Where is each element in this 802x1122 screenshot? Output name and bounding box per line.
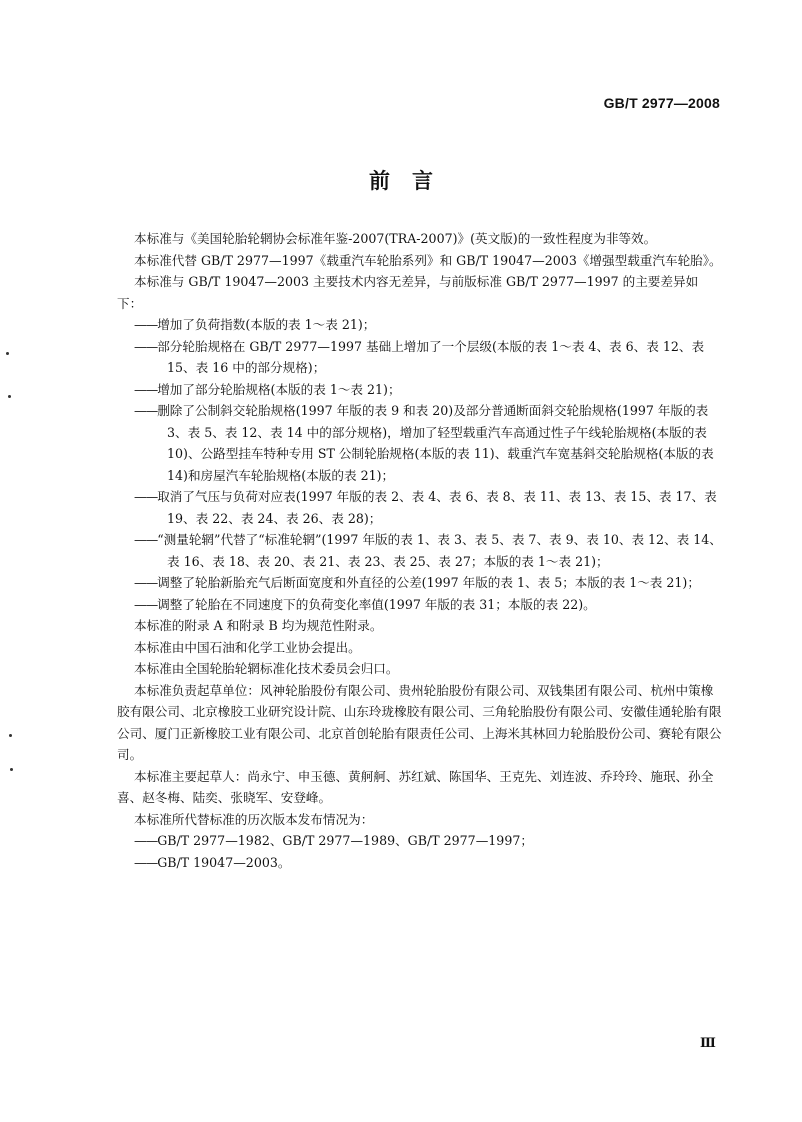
change-item: ——调整了轮胎在不同速度下的负荷变化率值(1997 年版的表 31；本版的表 22)。 — [134, 596, 596, 612]
change-item-text: 删除了公制斜交轮胎规格(1997 年版的表 9 和表 20)及部分普通断面斜交轮胎规格(1997 年版的表 3、表 5、表 12、表 14 中的部分规格)，增加了轻型载重汽车高通过性子午线轮胎规格(本版的表 10)、公路型挂车特种专用 ST 公制轮胎规格(本版的表 11)、载重汽车宽基斜交轮胎规格(本版的表 14)和房屋汽车轮胎规格(本版的表 21)； — [157, 403, 714, 483]
change-item: ——增加了部分轮胎规格(本版的表 1～表 21)； — [134, 381, 401, 397]
paragraph: 本标准代替 GB/T 2977—1997《载重汽车轮胎系列》和 GB/T 19047—2003《增强型载重汽车轮胎》。 — [134, 252, 722, 268]
change-item-text: 增加了部分轮胎规格(本版的表 1～表 21)； — [157, 381, 401, 397]
paragraph: 本标准与 GB/T 19047—2003 主要技术内容无差异，与前版标准 GB/T 2977—1997 的主要差异如下： — [117, 274, 699, 311]
change-item: ——调整了轮胎新胎充气后断面宽度和外直径的公差(1997 年版的表 1、表 5；本版的表 1～表 21)； — [134, 575, 700, 590]
drafters: 本标准主要起草人：尚永宁、申玉德、黄舸舸、苏红斌、陈国华、王克先、刘连波、乔玲玲、施珉、孙全喜、赵冬梅、陆奕、张晓军、安登峰。 — [117, 768, 714, 805]
change-item: ——增加了负荷指数(本版的表 1～表 21)； — [134, 317, 376, 332]
scan-artifact-dot — [6, 352, 9, 355]
history-item-text: GB/T 2977—1982、GB/T 2977—1989、GB/T 2977—1997； — [157, 833, 533, 848]
change-item-text: “测量轮辋”代替了“标准轮辋”(1997 年版的表 1、表 3、表 5、表 7、表 9、表 10、表 12、表 14、表 16、表 18、表 20、表 21、表 23、表 25、表 27；本版的表 1～表 21)； — [157, 532, 722, 569]
paragraph: 本标准的附录 A 和附录 B 均为规范性附录。 — [134, 618, 383, 633]
change-item-text: 调整了轮胎在不同速度下的负荷变化率值(1997 年版的表 31；本版的表 22)。 — [157, 596, 596, 612]
history-item-text: GB/T 19047—2003。 — [157, 854, 291, 870]
page-title: 前言 — [369, 169, 455, 193]
change-item-text: 取消了气压与负荷对应表(1997 年版的表 2、表 4、表 6、表 8、表 11、表 13、表 15、表 17、表 19、表 22、表 24、表 26、表 28)； — [157, 489, 717, 526]
change-item-text: 调整了轮胎新胎充气后断面宽度和外直径的公差(1997 年版的表 1、表 5；本版的表 1～表 21)； — [157, 575, 700, 590]
change-item: ——部分轮胎规格在 GB/T 2977—1997 基础上增加了一个层级(本版的表 1～表 4、表 6、表 12、表 15、表 16 中的部分规格)； — [134, 338, 705, 375]
scan-artifact-dot — [10, 768, 13, 771]
history-item: ——GB/T 2977—1982、GB/T 2977—1989、GB/T 2977—1997； — [134, 833, 533, 848]
standard-code: GB/T 2977—2008 — [603, 95, 720, 111]
change-item: ——删除了公制斜交轮胎规格(1997 年版的表 9 和表 20)及部分普通断面斜交轮胎规格(1997 年版的表 3、表 5、表 12、表 14 中的部分规格)，增加了轻型载重汽车高通过性子午线轮胎规格(本版的表 10)、公路型挂车特种专用 ST 公制轮胎规格(本版的表 11)、载重汽车宽基斜交轮胎规格(本版的表 14)和房屋汽车轮胎规格(本版的表 21)； — [134, 403, 714, 483]
scan-artifact-dot — [9, 734, 12, 737]
change-item-text: 部分轮胎规格在 GB/T 2977—1997 基础上增加了一个层级(本版的表 1～表 4、表 6、表 12、表 15、表 16 中的部分规格)； — [157, 338, 705, 375]
change-item-text: 增加了负荷指数(本版的表 1～表 21)； — [157, 317, 376, 332]
change-item: ——取消了气压与负荷对应表(1997 年版的表 2、表 4、表 6、表 8、表 11、表 13、表 15、表 17、表 19、表 22、表 24、表 26、表 28)； — [134, 489, 717, 526]
paragraph: 本标准由中国石油和化学工业协会提出。 — [134, 639, 361, 655]
paragraph: 本标准所代替标准的历次版本发布情况为： — [134, 811, 374, 827]
change-item: ——“测量轮辋”代替了“标准轮辋”(1997 年版的表 1、表 3、表 5、表 7、表 9、表 10、表 12、表 14、表 16、表 18、表 20、表 21、表 23、表 25、表 27；本版的表 1～表 21)； — [134, 532, 722, 569]
document-body — [117, 228, 723, 873]
scan-artifact-dot — [8, 395, 11, 398]
paragraph: 本标准与《美国轮胎轮辋协会标准年鉴-2007(TRA-2007)》(英文版)的一致性程度为非等效。 — [134, 231, 657, 246]
drafting-units: 本标准负责起草单位：风神轮胎股份有限公司、贵州轮胎股份有限公司、双钱集团有限公司、杭州中策橡胶有限公司、北京橡胶工业研究设计院、山东玲珑橡胶有限公司、三角轮胎股份有限公司、安徽佳通轮胎有限公司、厦门正新橡胶工业有限公司、北京首创轮胎有限责任公司、上海米其林回力轮胎股份公司、赛轮有限公司。 — [117, 682, 722, 762]
page-number: Ⅲ — [700, 1036, 716, 1051]
history-item: ——GB/T 19047—2003。 — [134, 854, 291, 870]
paragraph: 本标准由全国轮胎轮辋标准化技术委员会归口。 — [134, 661, 399, 676]
